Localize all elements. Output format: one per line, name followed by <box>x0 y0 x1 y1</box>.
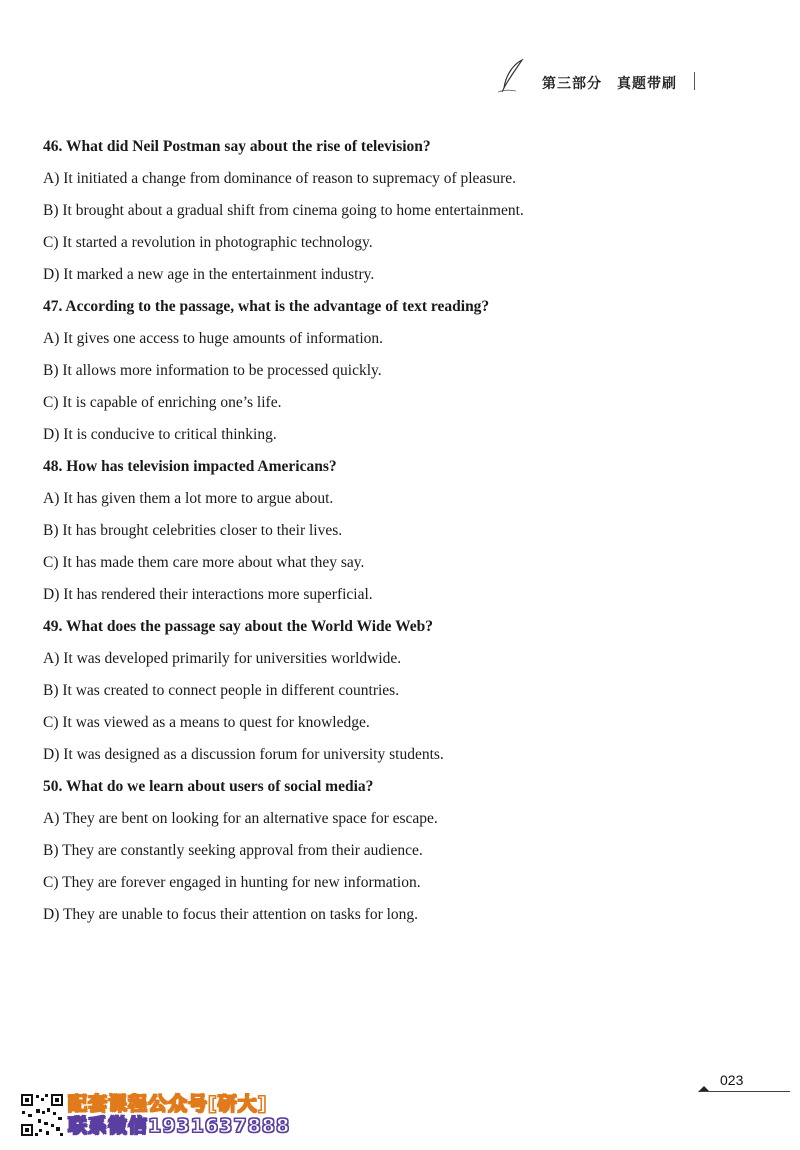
answer-option: C) It started a revolution in photographic technology. <box>43 234 373 251</box>
answer-option: A) It has given them a lot more to argue about. <box>43 490 334 507</box>
answer-option: A) It gives one access to huge amounts of information. <box>43 330 384 347</box>
qr-code-icon <box>20 1093 64 1137</box>
footer-rule <box>700 1091 790 1092</box>
watermark-line-1: 配套课程公众号[研大] <box>68 1093 268 1115</box>
answer-option: A) It was developed primarily for universities worldwide. <box>43 650 402 667</box>
answer-option: C) It has made them care more about what they say. <box>43 554 365 571</box>
page-footer <box>700 1072 790 1096</box>
answer-option: B) It allows more information to be processed quickly. <box>43 362 382 379</box>
header-divider <box>694 72 695 90</box>
answer-option: B) They are constantly seeking approval from their audience. <box>43 842 423 859</box>
question-stem: 46. What did Neil Postman say about the rise of television? <box>43 138 431 155</box>
answer-option: B) It has brought celebrities closer to their lives. <box>43 522 343 539</box>
answer-option: D) It was designed as a discussion forum for university students. <box>43 746 444 763</box>
section-title: 第三部分 真题带刷 <box>542 76 677 92</box>
question-stem: 50. What do we learn about users of social media? <box>43 778 374 795</box>
answer-option: A) They are bent on looking for an alternative space for escape. <box>43 810 438 827</box>
question-block <box>43 136 763 296</box>
answer-option: D) They are unable to focus their attention on tasks for long. <box>43 906 419 923</box>
answer-option: B) It brought about a gradual shift from cinema going to home entertainment. <box>43 202 524 219</box>
question-stem: 49. What does the passage say about the World Wide Web? <box>43 618 434 635</box>
question-list <box>43 136 763 936</box>
answer-option: A) It initiated a change from dominance of reason to supremacy of pleasure. <box>43 170 516 187</box>
question-stem: 48. How has television impacted Americans? <box>43 458 337 475</box>
answer-option: C) It was viewed as a means to quest for knowledge. <box>43 714 370 731</box>
answer-option: D) It is conducive to critical thinking. <box>43 426 277 443</box>
answer-option: C) It is capable of enriching one’s life. <box>43 394 282 411</box>
answer-option: C) They are forever engaged in hunting for new information. <box>43 874 421 891</box>
quill-pen-icon <box>496 58 528 94</box>
page-header <box>496 58 677 94</box>
question-stem: 47. According to the passage, what is the advantage of text reading? <box>43 298 490 315</box>
answer-option: D) It has rendered their interactions more superficial. <box>43 586 373 603</box>
question-block <box>43 776 763 936</box>
page-number: 023 <box>720 1072 744 1088</box>
watermark-line-2: 联系微信1931637888 <box>68 1115 291 1137</box>
answer-option: D) It marked a new age in the entertainment industry. <box>43 266 375 283</box>
question-block <box>43 616 763 776</box>
question-block <box>43 296 763 456</box>
watermark-text <box>68 1093 290 1137</box>
answer-option: B) It was created to connect people in different countries. <box>43 682 400 699</box>
watermark <box>20 1093 290 1137</box>
question-block <box>43 456 763 616</box>
